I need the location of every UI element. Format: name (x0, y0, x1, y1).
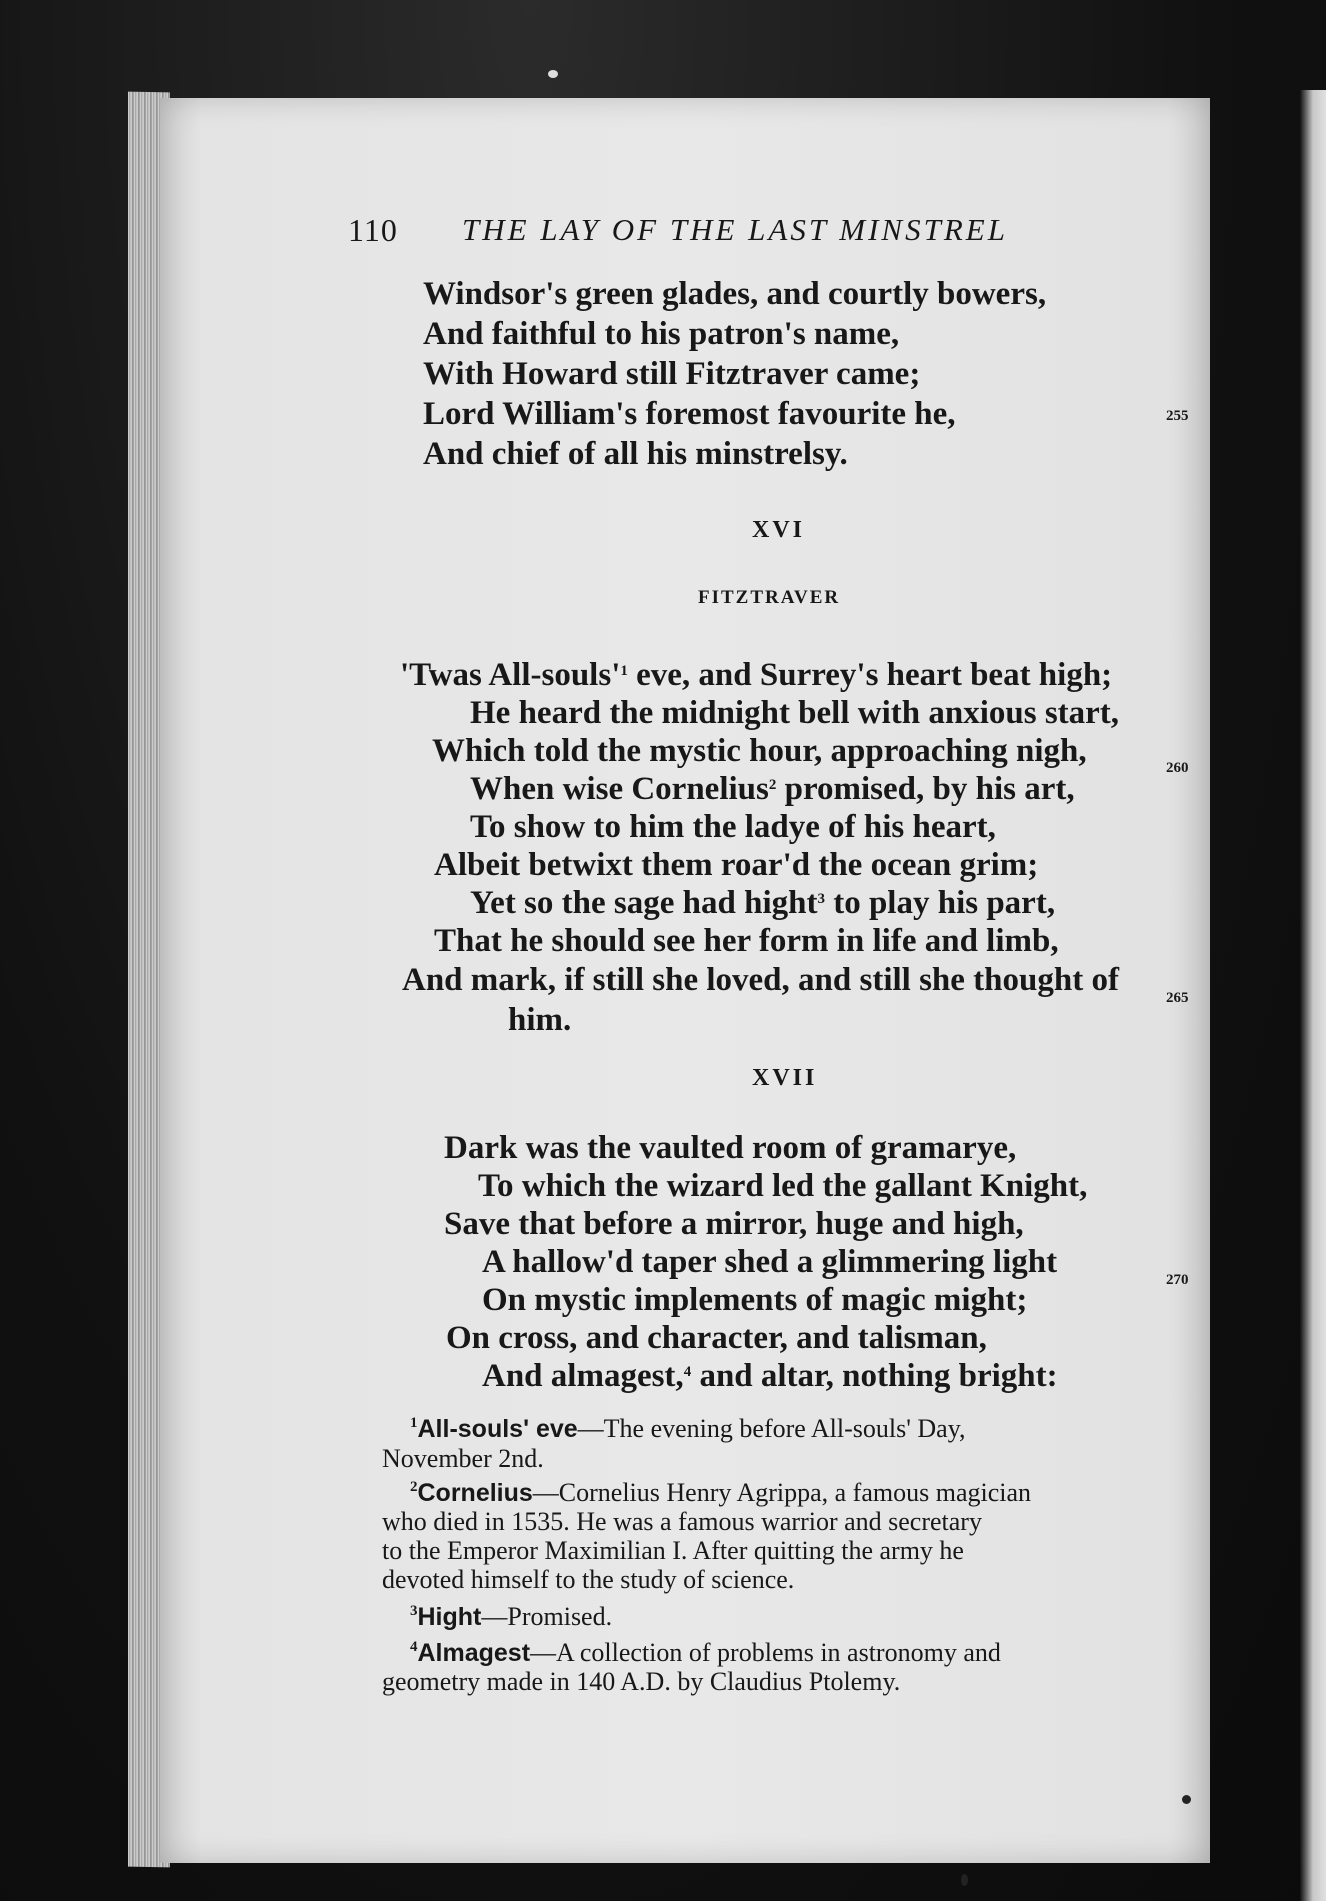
footnote-term: Almagest (417, 1639, 531, 1667)
verse-line: Lord William's foremost favourite he, (423, 396, 956, 432)
verse-line: On cross, and character, and talisman, (446, 1320, 987, 1356)
verse-line: And mark, if still she loved, and still she thought of (402, 962, 1119, 998)
footnote-term: Hight (417, 1603, 482, 1631)
footnote-line: November 2nd. (382, 1444, 544, 1473)
verse-line: On mystic implements of magic might; (482, 1282, 1028, 1318)
footnote-line: geometry made in 140 A.D. by Claudius Ptolemy. (382, 1667, 901, 1696)
verse-line: With Howard still Fitztraver came; (423, 356, 921, 392)
verse-line: Save that before a mirror, huge and high, (444, 1206, 1024, 1242)
verse-line: To which the wizard led the gallant Knight, (478, 1168, 1088, 1204)
line-number: 265 (1166, 990, 1189, 1006)
verse-line: When wise Cornelius$^2$ promised, by his art, (470, 771, 1075, 807)
facing-page-edge (1300, 90, 1326, 1901)
stanza-numeral: XVI (752, 517, 806, 543)
page-number: 110 (348, 212, 398, 248)
verse-line: Yet so the sage had hight$^3$ to play his part, (470, 885, 1056, 921)
verse-line: 'Twas All-$souls'^1$ eve, and Surrey's heart beat high; (400, 657, 1113, 693)
footnote-marker: 3 (817, 891, 825, 907)
footnote-3: $^3$Hight—Promised. (410, 1602, 613, 1631)
verse-line: A hallow'd taper shed a glimmering light (482, 1244, 1058, 1280)
verse-line: To show to him the ladye of his heart, (470, 809, 996, 845)
footnote-marker: 1 (620, 663, 628, 679)
verse-line: Which told the mystic hour, approaching nigh, (432, 733, 1087, 769)
verse-line: Dark was the vaulted room of gramarye, (444, 1130, 1017, 1166)
dust-speck (961, 1874, 968, 1886)
verse-line: He heard the midnight bell with anxious start, (470, 695, 1120, 731)
verse-line: And chief of all his minstrelsy. (423, 436, 848, 472)
stanza-numeral: XVII (752, 1065, 818, 1091)
footnote-line: devoted himself to the study of science. (382, 1565, 795, 1594)
verse-line: And faithful to his patron's name, (423, 316, 900, 352)
verse-line: him. (508, 1002, 572, 1038)
stanza-title: FITZTRAVER (698, 587, 841, 608)
footnote-term: All-souls' eve (417, 1415, 578, 1443)
verse-line: That he should see her form in life and limb, (434, 923, 1059, 959)
footnote-1: $^1$All-souls' eve—The evening before All-souls' Day, (410, 1414, 966, 1443)
footnote-line: who died in 1535. He was a famous warrior and secretary (382, 1507, 982, 1536)
footnote-4: $^4$Almagest—A collection of problems in astronomy and (410, 1638, 1001, 1667)
verse-line: Albeit betwixt them roar'd the ocean grim; (434, 847, 1039, 883)
dust-speck (1182, 1795, 1191, 1804)
footnote-term: Cornelius (417, 1479, 533, 1507)
line-number: 255 (1166, 408, 1189, 424)
footnote-marker: 2 (768, 777, 777, 793)
verse-line: And almagest,$^4$ and altar, nothing bright: (482, 1358, 1058, 1394)
running-title: THE LAY OF THE LAST MINSTREL (462, 212, 1008, 247)
footnote-marker: 4 (683, 1364, 692, 1380)
line-number: 260 (1166, 760, 1189, 776)
dust-speck (548, 70, 558, 78)
line-number: 270 (1166, 1272, 1189, 1288)
footnote-line: to the Emperor Maximilian I. After quitting the army he (382, 1536, 964, 1565)
verse-line: Windsor's green glades, and courtly bowers, (423, 276, 1047, 312)
footnote-2: $^2$Cornelius—Cornelius Henry Agrippa, a famous magician (410, 1478, 1032, 1507)
